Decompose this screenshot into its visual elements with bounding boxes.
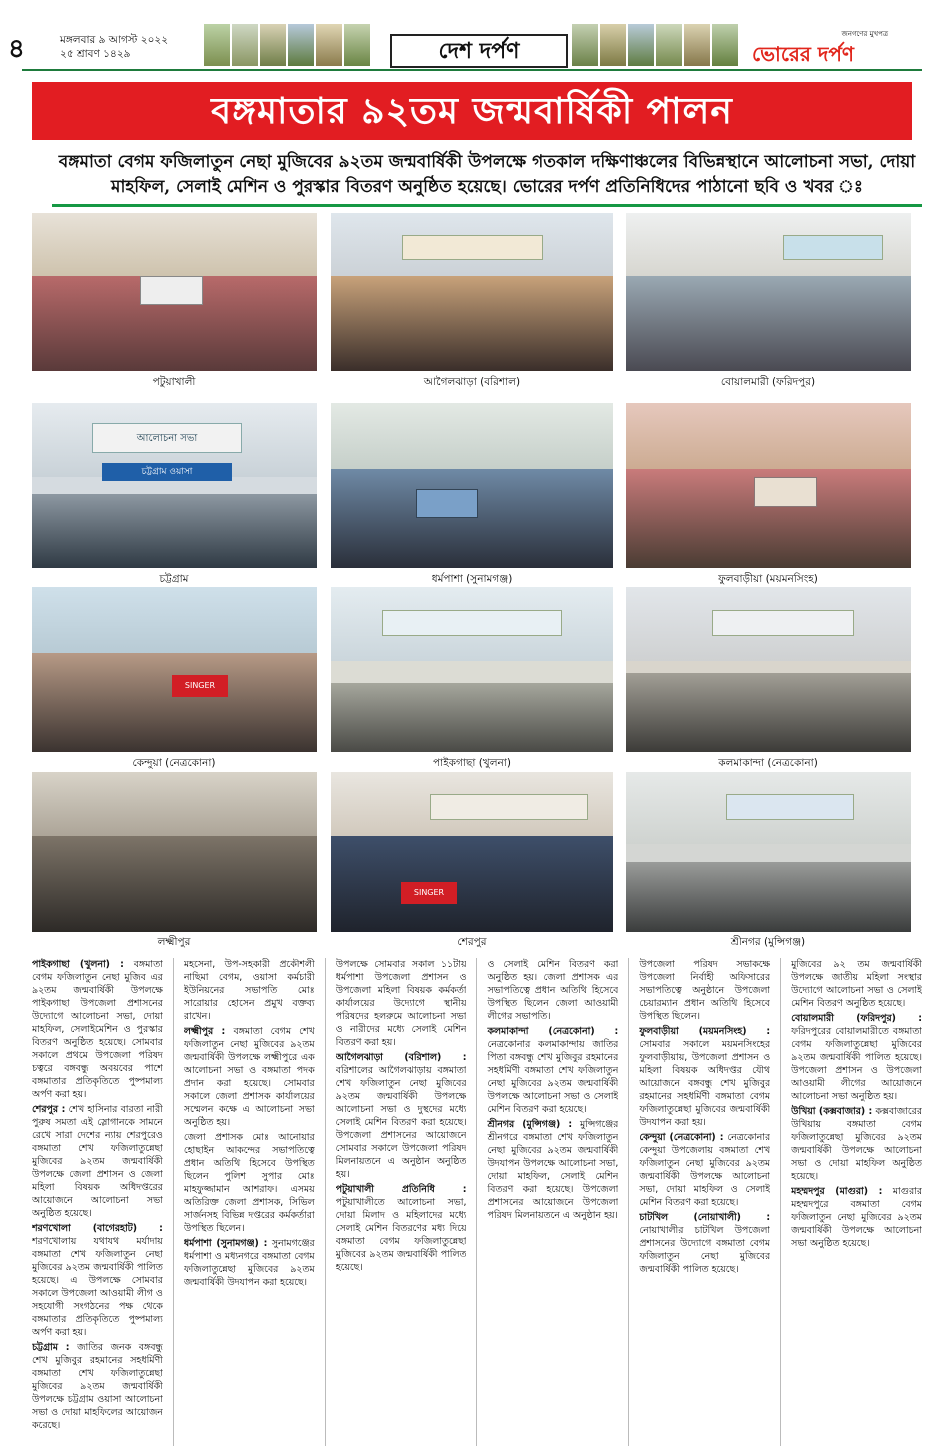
paragraph bbox=[184, 1025, 315, 1129]
dateline: শ্রীনগর (মুন্সিগঞ্জ) : bbox=[487, 1119, 573, 1130]
paragraph bbox=[791, 958, 922, 1010]
paragraph bbox=[32, 958, 163, 1101]
paragraph bbox=[639, 1025, 770, 1129]
article-column bbox=[336, 958, 467, 1446]
paragraph-text: পটুয়াখালীতে আলোচনা সভা, দোয়া মিলাদ ও মহিলাদের মধ্যে সেলাই মেশিন বিতরণের মধ্য দিয়ে বঙ্গমাতা বেগম ফজিলাতুন্নেছা মুজিবের ৯২তম জন্মবার্ষিকী পালিত হয়েছে। bbox=[335, 1197, 467, 1273]
paragraph bbox=[791, 1105, 922, 1183]
caption-paikgachha: পাইকগাছা (খুলনা) bbox=[433, 757, 511, 769]
paragraph-text: ও সেলাই মেশিন বিতরণ করা অনুষ্ঠিত হয়। জেলা প্রশাসক এর সভাপতিত্বে প্রধান অতিথি হিসেবে উপস্থিত ছিলেন জেলা আওয়ামী লীগের সভাপতি। bbox=[487, 959, 619, 1022]
column-rule bbox=[173, 958, 174, 1446]
intro-text: বঙ্গমাতা বেগম ফজিলাতুন নেছা মুজিবের ৯২তম জন্মবার্ষিকী উপলক্ষে গতকাল দক্ষিণাঞ্চলের বিভিন্নস্থানে আলোচনা সভা, দোয়া মাহফিল, সেলাই মেশিন ও পুরস্কার বিতরণ অনুষ্ঠিত হয়েছে। ভোরের দর্পণ প্রতিনিধিদের পাঠানো ছবি ও খবর ঃ bbox=[58, 152, 916, 197]
paragraph-text: ফরিদপুরের বোয়ালমারীতে বঙ্গমাতা বেগম ফজিলাতুন্নেছা মুজিবের ৯২তম জন্মবার্ষিকী পালিত হয়েছে। উপজেলা প্রশাসন ও উপজেলা আওয়ামী লীগের আয়োজনে আলোচনা সভা অনুষ্ঠিত হয়। bbox=[791, 1026, 922, 1102]
masthead-rule bbox=[22, 69, 922, 71]
newspaper-logo bbox=[752, 28, 934, 66]
paragraph bbox=[184, 958, 315, 1023]
dateline: কেন্দুয়া (নেত্রকোনা) : bbox=[639, 1132, 724, 1143]
dateline: পটুয়াখালী প্রতিনিধি : bbox=[335, 1184, 467, 1195]
paragraph-text: নেত্রকোনার কেন্দুয়া উপজেলায় বঙ্গমাতা শেখ ফজিলাতুন নেছা মুজিবের ৯২তম জন্মবার্ষিকী উপলক্ষে আলোচনা সভা, দোয়া মাহফিল ও সেলাই মেশিন বিতরণ করা হয়েছে। bbox=[639, 1132, 771, 1208]
dateline: ফুলবাড়ীয়া (ময়মনসিংহ) : bbox=[639, 1026, 771, 1037]
caption-boalmari: বোয়ালমারী (ফরিদপুর) bbox=[720, 376, 816, 388]
section-title: দেশ দর্পণ bbox=[390, 34, 568, 68]
paragraph bbox=[487, 1118, 618, 1222]
paragraph bbox=[336, 958, 467, 1049]
article-column bbox=[639, 958, 770, 1446]
photo-dharmapasha bbox=[331, 403, 613, 568]
dateline: কলমাকান্দা (নেত্রকোনা) : bbox=[487, 1026, 619, 1037]
caption-chattogram: চট্টগ্রাম bbox=[159, 573, 189, 585]
photo-agailjhara bbox=[331, 213, 613, 371]
paragraph-text: বঙ্গমাতা বেগম শেখ ফজিলাতুন নেছা মুজিবের ৯২তম জন্মবার্ষিকী উপলক্ষে লক্ষ্মীপুরে এক আলোচনা সভা ও বঙ্গমাতা পদক প্রদান করা হয়েছে। সোমবার সকালে জেলা প্রশাসক কার্যালয়ের সম্মেলন কক্ষে এ আলোচনা সভা অনুষ্ঠিত হয়। bbox=[183, 1026, 315, 1128]
dateline: মহম্মদপুর (মাগুরা) : bbox=[791, 1186, 883, 1197]
dateline: শেরপুর : bbox=[32, 1104, 66, 1115]
paragraph bbox=[487, 958, 618, 1023]
photo-kendua bbox=[32, 587, 317, 752]
dateline: চট্টগ্রাম : bbox=[32, 1342, 70, 1353]
paragraph bbox=[487, 1025, 618, 1116]
caption-agailjhara: আগৈলঝাড়া (বরিশাল) bbox=[423, 376, 521, 388]
paragraph bbox=[32, 1341, 163, 1432]
article-columns bbox=[32, 958, 922, 1446]
photo-sherpur bbox=[331, 772, 613, 932]
dateline: লক্ষ্মীপুর : bbox=[183, 1026, 226, 1037]
photo-lakshmipur bbox=[32, 772, 317, 932]
paragraph-text: জাতির জনক বঙ্গবন্ধু শেখ মুজিবুর রহমানের সহধর্মিণী বঙ্গমাতা শেখ ফজিলাতুন্নেছা মুজিবের ৯২তম জন্মবার্ষিকী উপলক্ষে চট্টগ্রাম ওয়াসা আলোচনা সভা ও দোয়া মাহফিলের আয়োজন করেছে। bbox=[32, 1342, 163, 1431]
decorative-photo-strip-right bbox=[572, 24, 738, 66]
date-block bbox=[60, 33, 168, 61]
paragraph-text: মুজিবের ৯২ তম জন্মবার্ষিকী উপলক্ষে জাতীয় মহিলা সংস্থার উদ্যোগে আলোচনা সভা ও সেলাই মেশিন বিতরণ অনুষ্ঠিত হয়েছে। bbox=[791, 959, 922, 1009]
logo-name: ভোরের দর্পণ bbox=[752, 42, 854, 66]
caption-lakshmipur: লক্ষ্মীপুর bbox=[157, 936, 191, 948]
date-bengali: ২৫ শ্রাবণ ১৪২৯ bbox=[60, 48, 131, 60]
dateline: উখিয়া (কক্সবাজার) : bbox=[791, 1106, 873, 1117]
photo-fulbaria bbox=[626, 403, 911, 568]
photo-sreenagar bbox=[626, 772, 911, 932]
paragraph bbox=[791, 1185, 922, 1250]
caption-patuakhali: পটুয়াখালী bbox=[152, 376, 196, 388]
caption-sreenagar: শ্রীনগর (মুন্সিগঞ্জ) bbox=[730, 936, 806, 948]
article-column bbox=[32, 958, 163, 1446]
column-rule bbox=[780, 958, 781, 1446]
column-rule bbox=[476, 958, 477, 1446]
paragraph bbox=[336, 1183, 467, 1274]
paragraph-text: উপলক্ষে সোমবার সকাল ১১টায় ধর্মপাশা উপজেলা প্রশাসন ও উপজেলা মহিলা বিষয়ক কর্মকর্তা কার্যালয়ের উদ্যোগে স্থানীয় পরিষদের হলরুমে আলোচনা সভা ও নারীদের মধ্যে সেলাই মেশিন বিতরণ করা হয়। bbox=[335, 959, 467, 1048]
dateline: চাটখিল (নোয়াখালী) : bbox=[639, 1212, 771, 1223]
dateline: বোয়ালমারী (ফরিদপুর) : bbox=[791, 1013, 922, 1024]
paragraph-text: নোয়াখালীর চাটখিল উপজেলা প্রশাসনের উদ্যোগে বঙ্গমাতা বেগম ফজিলাতুন নেছা মুজিবের জন্মবার্ষিকী পালিত হয়েছে। bbox=[639, 1225, 771, 1275]
column-rule bbox=[325, 958, 326, 1446]
dateline: শরণখোলা (বাগেরহাট) : bbox=[32, 1223, 163, 1234]
paragraph bbox=[639, 1211, 770, 1276]
page-number: ৪ bbox=[8, 34, 25, 64]
paragraph-text: কক্সবাজারের উখিয়ায় বঙ্গমাতা বেগম ফজিলাতুন্নেছা মুজিবের ৯২তম জন্মবার্ষিকী উপলক্ষে আলোচনা সভা ও দোয়া মাহফিল অনুষ্ঠিত হয়েছে। bbox=[791, 1106, 922, 1182]
article-column bbox=[791, 958, 922, 1446]
paragraph bbox=[32, 1103, 163, 1220]
dateline: পাইকগাছা (খুলনা) : bbox=[32, 959, 124, 970]
paragraph bbox=[184, 1237, 315, 1289]
masthead bbox=[0, 0, 945, 74]
date-gregorian: মঙ্গলবার ৯ আগস্ট ২০২২ bbox=[60, 34, 169, 46]
article-column bbox=[487, 958, 618, 1446]
logo-tagline: জনগণের মুখপত্র bbox=[841, 30, 888, 38]
dateline: আগৈলঝাড়া (বরিশাল) : bbox=[335, 1052, 467, 1063]
dateline: ধর্মপাশা (সুনামগঞ্জ) : bbox=[183, 1238, 268, 1249]
paragraph-text: শরণখোলায় যথাযথ মর্যাদায় বঙ্গমাতা শেখ ফজিলাতুন নেছা মুজিবের ৯২তম জন্মবার্ষিকী পালিত হয়েছে। এ উপলক্ষে সোমবার সকালে উপজেলা আওয়ামী লীগ ও সহযোগী সংগঠনের পক্ষ থেকে বঙ্গমাতার প্রতিকৃতিতে পুষ্পমাল্য অর্পণ করা হয়। bbox=[32, 1236, 163, 1338]
paragraph-text: সুনামগঞ্জের ধর্মপাশা ও মধ্যনগরে বঙ্গমাতা বেগম ফজিলাতুন্নেছা মুজিবের ৯২তম জন্মবার্ষিকী উদযাপন করা হয়েছে। bbox=[183, 1238, 315, 1288]
article-column bbox=[184, 958, 315, 1446]
paragraph bbox=[639, 958, 770, 1023]
paragraph-text: মাগুরার মহম্মদপুরে বঙ্গমাতা বেগম ফজিলাতুন নেছা মুজিবের ৯২তম জন্মবার্ষিকী উপলক্ষে আলোচনা সভা অনুষ্ঠিত হয়েছে। bbox=[791, 1186, 922, 1249]
paragraph bbox=[32, 1222, 163, 1339]
paragraph bbox=[184, 1131, 315, 1235]
paragraph-text: শেখ হাসিনার বারতা নারী পুরুষ সমতা এই স্লোগানকে সামনে রেখে সারা দেশের ন্যায় শেরপুরেও বঙ্গমাতা শেখ ফজিলাতুন্নেছা মুজিবের ৯২তম জন্মবার্ষিকী উপলক্ষে জেলা প্রশাসন ও জেলা মহিলা বিষয়ক অধিদপ্তরের আয়োজনে আলোচনা সভা অনুষ্ঠিত হয়েছে। bbox=[32, 1104, 163, 1219]
paragraph-text: মুন্সিগঞ্জের শ্রীনগরে বঙ্গমাতা শেখ ফজিলাতুন নেছা মুজিবের ৯২তম জন্মবার্ষিকী উদযাপন উপলক্ষে আলোচনা সভা, দোয়া মাহফিল, সেলাই মেশিন বিতরণ করা হয়েছে। উপজেলা প্রশাসনের আয়োজনে উপজেলা পরিষদ মিলনায়তনে এ অনুষ্ঠান হয়। bbox=[487, 1119, 619, 1221]
photo-box-label: SINGER bbox=[172, 675, 228, 697]
headline: বঙ্গমাতার ৯২তম জন্মবার্ষিকী পালন bbox=[32, 82, 912, 140]
paragraph-text: সোমবার সকালে ময়মনসিংহের ফুলবাড়ীয়ায়, উপজেলা প্রশাসন ও মহিলা বিষয়ক অধিদপ্তর যৌথ আয়োজনে বঙ্গবন্ধু শেখ মুজিবুর রহমানের সহধর্মিণী বঙ্গমাতা বেগম ফজিলাতুন্নেছা মুজিবের জন্মবার্ষিকী উদযাপন করা হয়। bbox=[639, 1039, 771, 1128]
photo-chattogram bbox=[32, 403, 317, 568]
caption-dharmapasha: ধর্মপাশা (সুনামগঞ্জ) bbox=[431, 573, 513, 585]
intro-divider bbox=[52, 204, 922, 207]
photo-kalmakanda bbox=[626, 587, 911, 752]
column-rule bbox=[628, 958, 629, 1446]
paragraph-text: উপজেলা পরিষদ সভাকক্ষে উপজেলা নির্বাহী অফিসারের সভাপতিত্বে অনুষ্ঠানে উপজেলা চেয়ারম্যান প্রধান অতিথি হিসেবে উপস্থিত ছিলেন। bbox=[639, 959, 771, 1022]
photo-patuakhali bbox=[32, 213, 317, 371]
caption-kalmakanda: কলমাকান্দা (নেত্রকোনা) bbox=[718, 757, 818, 769]
paragraph-text: বরিশালের আগৈলঝাড়ায় বঙ্গমাতা শেখ ফজিলাতুন নেছা মুজিবের ৯২তম জন্মবার্ষিকী উপলক্ষে আলোচনা সভা ও দুস্থদের মধ্যে সেলাই মেশিন বিতরণ করা হয়েছে। উপজেলা প্রশাসনের আয়োজনে সোমবার সকালে উপজেলা পরিষদ মিলনায়তনে এ অনুষ্ঠান অনুষ্ঠিত হয়। bbox=[335, 1065, 467, 1180]
paragraph-text: মহসেনা, উপ-সহকারী প্রকৌশলী নাছিমা বেগম, ওয়াসা কর্মচারী ইউনিয়নের সভাপতি মোঃ সারোয়ার হোসেন প্রমুখ বক্তব্য রাখেন। bbox=[183, 959, 315, 1022]
photo-box-label: SINGER bbox=[401, 882, 457, 904]
photo-boalmari bbox=[626, 213, 911, 371]
paragraph-text: নেত্রকোনার কলমাকান্দায় জাতির পিতা বঙ্গবন্ধু শেখ মুজিবুর রহমানের সহধর্মিণী বঙ্গমাতা শেখ ফজিলাতুন নেছা মুজিবের ৯২তম জন্মবার্ষিকী উপলক্ষে আলোচনা সভা ও সেলাই মেশিন বিতরণ করা হয়েছে। bbox=[487, 1039, 619, 1115]
paragraph bbox=[639, 1131, 770, 1209]
paragraph bbox=[336, 1051, 467, 1181]
paragraph-text: বঙ্গমাতা বেগম ফজিলাতুন নেছা মুজিব এর ৯২তম জন্মবার্ষিকী উপলক্ষে পাইকগাছা উপজেলা প্রশাসনের উদ্যোগে আলোচনা সভা, দোয়া মাহফিল, সেলাইমেশিন ও পুরস্কার বিতরণ অনুষ্ঠিত হয়েছে। সোমবার সকালে প্রথমে উপজেলা পরিষদ চত্বরে বঙ্গবন্ধু অবয়বের পাশে বঙ্গমাতার প্রতিকৃতিতে পুষ্পমাল্য অর্পণ করা হয়। bbox=[32, 959, 163, 1100]
paragraph-text: জেলা প্রশাসক মোঃ আনোয়ার হোছাইন আকন্দের সভাপতিত্বে প্রধান অতিথি হিসেবে উপস্থিত ছিলেন পুলিশ সুপার মোঃ মাহফুজ্জামান আশরাফ। এসময় অতিরিক্ত জেলা প্রশাসক, সিভিল সার্জনসহ বিভিন্ন দপ্তরের কর্মকর্তারা উপস্থিত ছিলেন। bbox=[183, 1132, 315, 1234]
photo-sign-text: চট্টগ্রাম ওয়াসা bbox=[102, 463, 232, 481]
decorative-photo-strip-left bbox=[204, 24, 370, 66]
photo-banner-text: আলোচনা সভা bbox=[92, 423, 242, 453]
photo-paikgachha bbox=[331, 587, 613, 752]
caption-sherpur: শেরপুর bbox=[457, 936, 487, 948]
caption-fulbaria: ফুলবাড়ীয়া (ময়মনসিংহ) bbox=[718, 573, 818, 585]
caption-kendua: কেন্দুয়া (নেত্রকোনা) bbox=[132, 757, 216, 769]
paragraph bbox=[791, 1012, 922, 1103]
